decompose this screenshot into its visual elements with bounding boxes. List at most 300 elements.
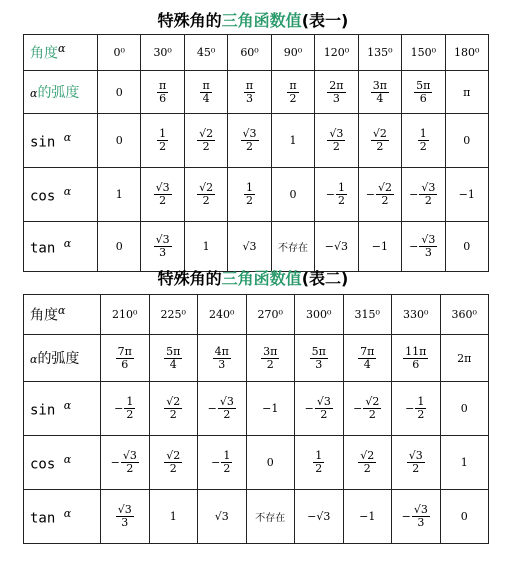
value: 0 [115, 134, 123, 147]
alpha-symbol: α [63, 130, 72, 144]
denominator: 6 [121, 357, 129, 371]
fraction [313, 450, 324, 474]
title2-prefix: 特殊角的 [157, 269, 222, 288]
sin-cell [228, 114, 271, 168]
title1-suffix: (表一) [301, 11, 349, 30]
fraction [154, 234, 172, 258]
fraction [287, 80, 298, 104]
angle-cell [358, 35, 401, 71]
angle-value: 210⁰ [112, 308, 138, 321]
sign: − [409, 240, 419, 253]
radian-cell [358, 71, 401, 114]
numerator: 2π [329, 78, 344, 92]
value: 0 [460, 402, 468, 415]
sin-cell [98, 114, 141, 168]
fraction [200, 80, 211, 104]
cos-cell [392, 436, 441, 490]
radian-cell [101, 335, 150, 382]
numerator: √3 [329, 127, 344, 141]
sin-cell [445, 114, 489, 168]
numerator: 5π [416, 78, 431, 92]
angle-cell [101, 295, 150, 335]
tan-cell [228, 222, 271, 272]
cos-cell [198, 436, 247, 490]
value: 0 [460, 510, 468, 523]
angle-header [24, 295, 101, 335]
cos-cell [440, 436, 489, 490]
sin-cell [343, 382, 392, 436]
title1-prefix: 特殊角的 [157, 11, 222, 30]
fraction [116, 346, 134, 370]
angle-cell [315, 35, 358, 71]
tan-cell [141, 222, 184, 272]
alpha-symbol: α [58, 304, 66, 318]
tan-cell [440, 490, 489, 544]
fraction [116, 504, 134, 528]
alpha-symbol: α [63, 506, 72, 520]
angle-value: 30⁰ [153, 46, 172, 59]
denominator: 2 [315, 462, 323, 475]
numerator: √3 [155, 181, 170, 195]
fraction [157, 128, 168, 152]
denominator: 2 [126, 408, 134, 421]
fraction [363, 396, 381, 420]
value: 1 [202, 240, 210, 253]
value: 1 [460, 456, 468, 469]
radian-cell [184, 71, 227, 114]
tan-row [24, 490, 489, 544]
angle-value: 45⁰ [196, 46, 216, 59]
denominator: 6 [159, 91, 167, 105]
denominator: 2 [169, 462, 177, 475]
cos-cell [343, 436, 392, 490]
sin-header [24, 114, 98, 168]
sign: − [409, 188, 419, 201]
fraction [244, 80, 255, 104]
numerator: √3 [413, 503, 428, 517]
numerator: √3 [316, 395, 331, 409]
sign: − [114, 402, 124, 415]
radian-cell [440, 335, 489, 382]
tan-cell [246, 490, 295, 544]
angle-value: 330⁰ [403, 308, 429, 321]
denominator: 2 [368, 408, 376, 421]
numerator: 5π [311, 344, 326, 358]
title2-suffix: (表二) [301, 269, 349, 288]
numerator: 1 [417, 395, 425, 409]
table1-title [0, 8, 506, 31]
title2-highlight: 三角函数值 [221, 269, 302, 288]
numerator: 7π [117, 344, 132, 358]
fraction [197, 182, 215, 206]
sin-cell [402, 114, 445, 168]
cos-cell [101, 436, 150, 490]
angle-value: 120⁰ [323, 46, 350, 59]
fraction [124, 396, 135, 420]
angle-label: 角度 [30, 45, 58, 62]
value: 不存在 [255, 513, 286, 524]
angle-cell [228, 35, 271, 71]
sign: − [304, 402, 314, 415]
value: 0 [463, 134, 471, 147]
cos-header [24, 436, 101, 490]
denominator: 2 [202, 140, 210, 153]
tan-label: tan [30, 240, 56, 257]
sin-cell [246, 382, 295, 436]
fraction [403, 346, 428, 370]
sin-cell [392, 382, 441, 436]
denominator: 2 [424, 194, 432, 207]
value: −√3 [324, 240, 349, 253]
sin-cell [315, 114, 358, 168]
value: −1 [359, 510, 376, 523]
sin-cell [141, 114, 184, 168]
alpha-symbol: α [63, 452, 72, 466]
alpha-symbol: α [30, 353, 38, 366]
numerator: √3 [155, 233, 170, 247]
sin-label: sin [30, 402, 56, 419]
radian-cell [141, 71, 184, 114]
numerator: √2 [166, 449, 181, 463]
cos-cell [295, 436, 344, 490]
numerator: 1 [338, 181, 346, 195]
angle-cell [343, 295, 392, 335]
value: 0 [463, 240, 471, 253]
denominator: 2 [363, 462, 371, 475]
denominator: 2 [202, 194, 210, 207]
numerator: 5π [166, 344, 181, 358]
value: 不存在 [277, 243, 308, 254]
numerator: 1 [126, 395, 134, 409]
tan-cell [184, 222, 227, 272]
angle-value: 135⁰ [367, 46, 393, 59]
angle-value: 225⁰ [160, 308, 186, 321]
angle-cell [246, 295, 295, 335]
numerator: √2 [166, 395, 181, 409]
alpha-symbol: α [63, 236, 72, 250]
numerator: √2 [199, 127, 214, 141]
fraction [327, 128, 345, 152]
numerator: 11π [405, 344, 427, 358]
radian-cell [98, 71, 141, 114]
numerator: 1 [315, 449, 323, 463]
radian-cell [392, 335, 441, 382]
value: 1 [289, 134, 297, 147]
tan-cell [198, 490, 247, 544]
denominator: 2 [246, 194, 254, 207]
cos-cell [271, 168, 314, 222]
tan-cell [358, 222, 401, 272]
denominator: 2 [332, 140, 340, 153]
denominator: 3 [218, 357, 226, 371]
sign: − [325, 188, 336, 201]
denominator: 2 [419, 140, 427, 153]
sin-cell [101, 382, 150, 436]
denominator: 2 [223, 408, 231, 421]
fraction [164, 396, 182, 420]
denominator: 6 [419, 91, 427, 105]
value: 1 [115, 188, 123, 201]
numerator: 3π [263, 344, 278, 358]
cos-cell [358, 168, 401, 222]
fraction [121, 450, 139, 474]
denominator: 3 [417, 516, 425, 529]
denominator: 3 [332, 91, 340, 105]
fraction [310, 346, 328, 370]
cos-row [24, 168, 489, 222]
angle-row [24, 35, 489, 71]
numerator: √3 [122, 449, 137, 463]
fraction [221, 450, 232, 474]
radian-cell [343, 335, 392, 382]
value: −1 [458, 188, 475, 201]
numerator: √3 [219, 395, 234, 409]
sign: − [211, 456, 221, 469]
sin-cell [149, 382, 198, 436]
numerator: √2 [360, 449, 375, 463]
alpha-symbol: α [30, 87, 38, 100]
numerator: 7π [360, 344, 375, 358]
alpha-symbol: α [63, 398, 72, 412]
radian-cell [315, 71, 358, 114]
fraction [164, 346, 182, 370]
cos-cell [141, 168, 184, 222]
sign: − [401, 510, 411, 523]
tan-label: tan [30, 510, 56, 527]
value: 0 [115, 240, 123, 253]
value: 0 [115, 85, 123, 99]
sin-cell [440, 382, 489, 436]
fraction [415, 396, 426, 420]
radian-cell [445, 71, 489, 114]
cos-label: cos [30, 188, 56, 205]
alpha-symbol: α [58, 42, 66, 56]
tan-cell [98, 222, 141, 272]
radian-cell [149, 335, 198, 382]
fraction [418, 128, 429, 152]
fraction [154, 182, 172, 206]
tan-cell [101, 490, 150, 544]
fraction [218, 396, 236, 420]
angle-cell [141, 35, 184, 71]
value: −1 [262, 402, 279, 415]
tan-cell [392, 490, 441, 544]
denominator: 2 [246, 140, 254, 153]
numerator: √3 [421, 233, 436, 247]
sin-cell [184, 114, 227, 168]
radian-label: 的弧度 [37, 85, 80, 101]
numerator: √2 [377, 181, 392, 195]
numerator: 4π [214, 344, 229, 358]
angle-value: 300⁰ [306, 308, 332, 321]
angle-row [24, 295, 489, 335]
angle-label: 角度 [30, 307, 58, 324]
angle-value: 150⁰ [410, 46, 436, 59]
title1-highlight: 三角函数值 [221, 11, 302, 30]
cos-cell [246, 436, 295, 490]
denominator: 2 [223, 462, 231, 475]
angle-value: 180⁰ [454, 46, 480, 59]
denominator: 2 [159, 140, 167, 153]
sin-row [24, 382, 489, 436]
sign: − [405, 402, 415, 415]
denominator: 2 [338, 194, 346, 207]
denominator: 6 [412, 357, 420, 371]
numerator: π [159, 78, 167, 92]
cos-row [24, 436, 489, 490]
numerator: π [289, 78, 297, 92]
cos-cell [98, 168, 141, 222]
denominator: 3 [121, 516, 129, 529]
sign: − [110, 456, 120, 469]
angle-cell [402, 35, 445, 71]
sin-cell [358, 114, 401, 168]
angle-value: 360⁰ [451, 308, 477, 321]
angle-value: 0⁰ [113, 46, 125, 59]
numerator: √3 [408, 449, 423, 463]
denominator: 4 [376, 91, 384, 105]
angle-cell [445, 35, 489, 71]
fraction [315, 396, 333, 420]
denominator: 3 [315, 357, 323, 371]
denominator: 2 [417, 408, 425, 421]
numerator: π [202, 78, 210, 92]
fraction [336, 182, 347, 206]
fraction [358, 450, 376, 474]
denominator: 2 [320, 408, 328, 421]
value: √3 [242, 240, 257, 253]
radian-label: 的弧度 [37, 351, 80, 367]
radian-row [24, 71, 489, 114]
sin-header [24, 382, 101, 436]
tan-header [24, 490, 101, 544]
numerator: 1 [223, 449, 231, 463]
denominator: 2 [126, 462, 134, 475]
fraction [244, 182, 255, 206]
angle-cell [198, 295, 247, 335]
value: π [463, 85, 471, 99]
fraction [371, 128, 389, 152]
angle-cell [149, 295, 198, 335]
fraction [376, 182, 394, 206]
angle-cell [271, 35, 314, 71]
cos-cell [184, 168, 227, 222]
value: √3 [214, 510, 229, 523]
angle-cell [392, 295, 441, 335]
fraction [414, 80, 432, 104]
numerator: √2 [365, 395, 380, 409]
denominator: 2 [381, 194, 389, 207]
cos-cell [149, 436, 198, 490]
sign: − [207, 402, 217, 415]
tan-cell [295, 490, 344, 544]
angle-cell [295, 295, 344, 335]
fraction [327, 80, 345, 104]
angle-value: 90⁰ [283, 46, 303, 59]
fraction [358, 346, 376, 370]
denominator: 2 [266, 357, 274, 371]
denominator: 2 [289, 91, 297, 105]
denominator: 3 [159, 246, 167, 259]
angle-value: 240⁰ [209, 308, 235, 321]
value: 1 [169, 510, 177, 523]
tan-row [24, 222, 489, 272]
radian-cell [295, 335, 344, 382]
angle-cell [440, 295, 489, 335]
tan-cell [271, 222, 314, 272]
denominator: 4 [202, 91, 210, 105]
sign: − [353, 402, 363, 415]
numerator: √3 [117, 503, 132, 517]
numerator: √3 [242, 127, 257, 141]
fraction [412, 504, 430, 528]
fraction [157, 80, 168, 104]
denominator: 3 [424, 246, 432, 259]
trig-table-2 [23, 294, 489, 544]
radian-cell [246, 335, 295, 382]
alpha-symbol: α [63, 184, 72, 198]
tan-cell [402, 222, 445, 272]
denominator: 2 [412, 462, 420, 475]
fraction [197, 128, 215, 152]
denominator: 2 [376, 140, 384, 153]
radian-cell [228, 71, 271, 114]
value: 0 [266, 456, 274, 469]
value: 0 [289, 188, 297, 201]
angle-header [24, 35, 98, 71]
cos-header [24, 168, 98, 222]
cos-cell [228, 168, 271, 222]
sin-cell [271, 114, 314, 168]
trig-table-1 [23, 34, 489, 272]
sign: − [365, 188, 375, 201]
numerator: 1 [159, 127, 167, 141]
radian-header [24, 335, 101, 382]
value: −√3 [307, 510, 331, 523]
cos-cell [402, 168, 445, 222]
numerator: 1 [246, 181, 254, 195]
sin-label: sin [30, 134, 56, 151]
radian-cell [198, 335, 247, 382]
fraction [261, 346, 279, 370]
fraction [241, 128, 259, 152]
value: −1 [371, 240, 388, 253]
radian-header [24, 71, 98, 114]
fraction [164, 450, 182, 474]
angle-cell [184, 35, 227, 71]
tan-cell [315, 222, 358, 272]
numerator: 1 [419, 127, 427, 141]
sin-cell [198, 382, 247, 436]
angle-value: 315⁰ [354, 308, 380, 321]
numerator: 3π [372, 78, 387, 92]
tan-cell [445, 222, 489, 272]
denominator: 2 [169, 408, 177, 421]
sin-cell [295, 382, 344, 436]
numerator: π [245, 78, 254, 92]
angle-cell [98, 35, 141, 71]
fraction [407, 450, 425, 474]
cos-cell [315, 168, 358, 222]
sin-row [24, 114, 489, 168]
radian-cell [402, 71, 445, 114]
fraction [419, 182, 437, 206]
cos-label: cos [30, 456, 56, 473]
radian-row [24, 335, 489, 382]
fraction [419, 234, 437, 258]
tan-header [24, 222, 98, 272]
radian-cell [271, 71, 314, 114]
